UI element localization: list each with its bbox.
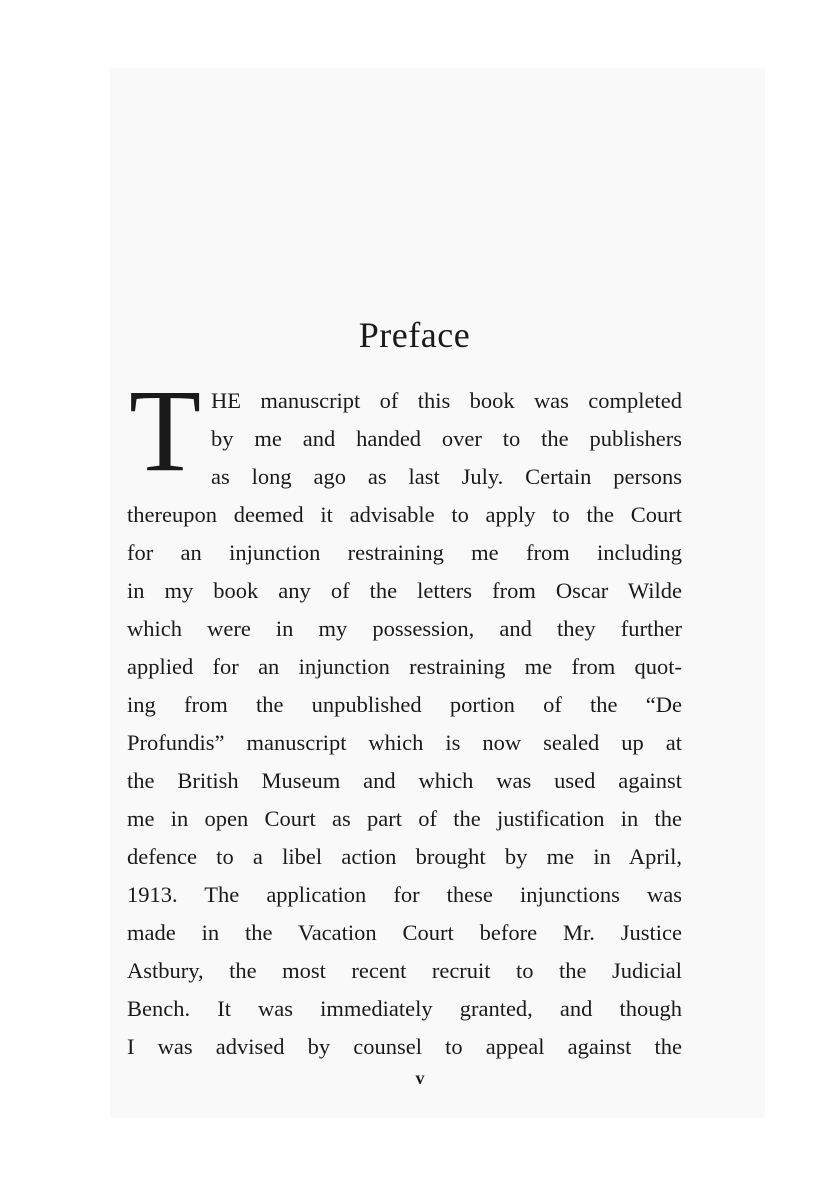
text-line: in my book any of the letters from Oscar Wilde	[127, 578, 682, 603]
text-line: HE manuscript of this book was completed	[211, 388, 682, 413]
text-line: the British Museum and which was used against	[127, 768, 682, 793]
text-line: by me and handed over to the publishers	[211, 426, 682, 451]
text-line: defence to a libel action brought by me in April,	[127, 844, 682, 869]
text-line: me in open Court as part of the justification in the	[127, 806, 682, 831]
text-line: ing from the unpublished portion of the “De	[127, 692, 682, 717]
drop-cap-letter: T	[128, 365, 202, 496]
page-title: Preface	[358, 315, 471, 355]
text-line: applied for an injunction restraining me from quot-	[127, 654, 682, 679]
opening-paragraph	[127, 365, 682, 496]
text-line: which were in my possession, and they further	[127, 616, 682, 641]
text-line: thereupon deemed it advisable to apply to the Court	[127, 502, 682, 527]
text-line: Astbury, the most recent recruit to the Judicial	[127, 958, 682, 983]
text-line: for an injunction restraining me from including	[127, 540, 682, 565]
preface-text-block	[127, 312, 682, 1066]
page-number: v	[415, 1068, 425, 1088]
text-line: made in the Vacation Court before Mr. Justice	[127, 920, 682, 945]
text-line: Profundis” manuscript which is now sealed up at	[127, 730, 682, 755]
text-line: I was advised by counsel to appeal against the	[127, 1034, 682, 1059]
text-line: as long ago as last July. Certain persons	[211, 464, 682, 489]
text-line: 1913. The application for these injunctions was	[127, 882, 682, 907]
text-line: Bench. It was immediately granted, and though	[127, 996, 682, 1021]
